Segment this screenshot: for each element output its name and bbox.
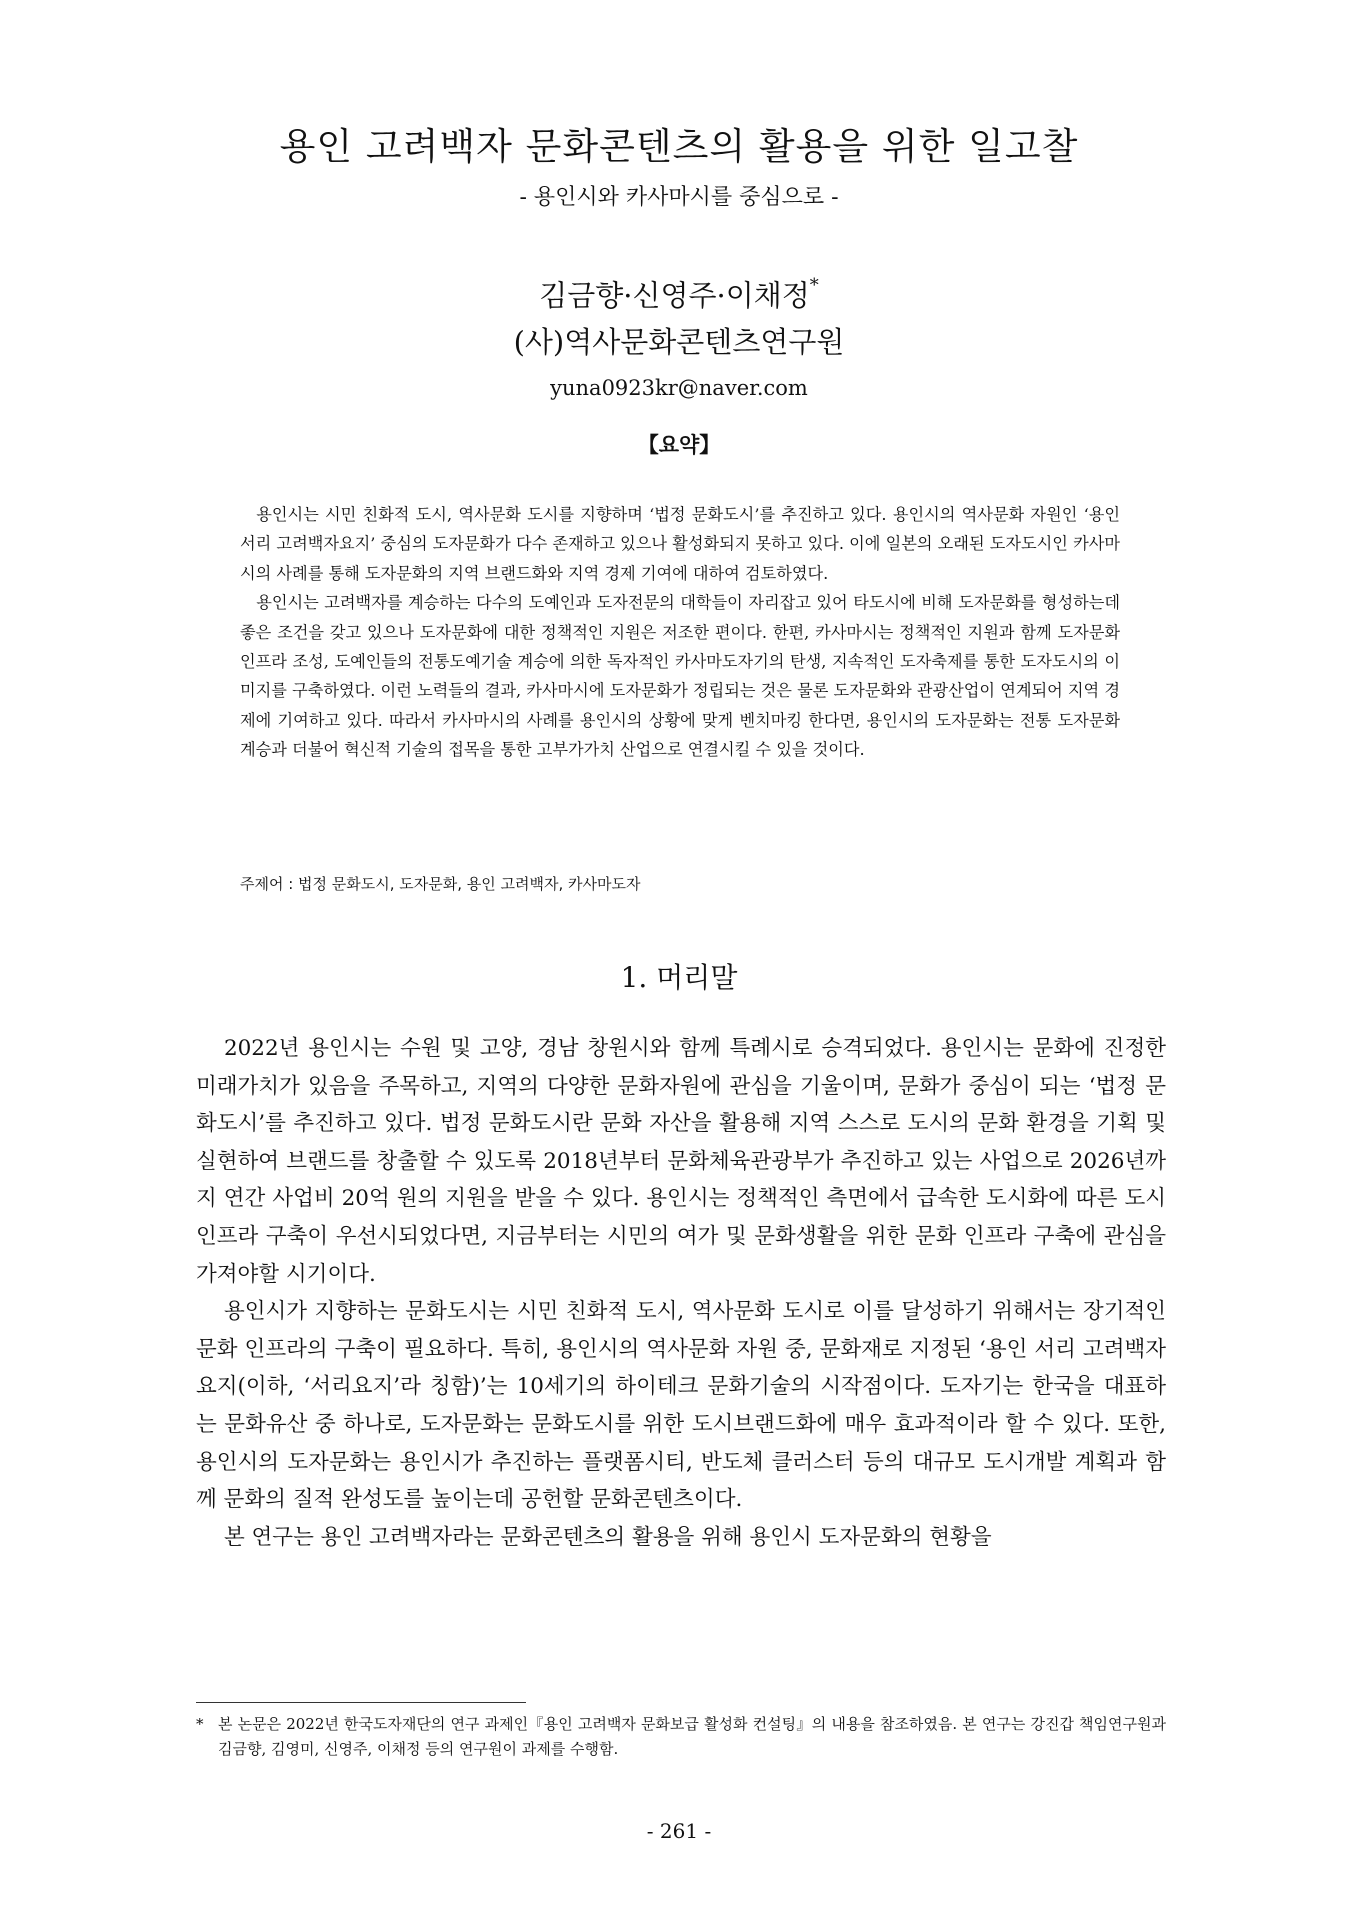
- author-affiliation: (사)역사문화콘텐츠연구원: [513, 325, 845, 359]
- section-heading: 1. 머리말: [620, 961, 738, 994]
- author-footnote-mark: *: [809, 275, 819, 296]
- abstract-paragraph: 용인시는 고려백자를 계승하는 다수의 도예인과 도자전문의 대학들이 자리잡고 있어 타도시에 비해 도자문화를 형성하는데 좋은 조건을 갖고 있으나 도자문화에 대한 정책적인 지원은 저조한 편이다. 한편, 카사마시는 정책적인 지원과 함께 도자문화 인프라 조성, 도예인들의 전통도예기술 계승에 의한 독자적인 카사마도자기의 탄생, 지속적인 도자축제를 통한 도자도시의 이미지를 구축하였다. 이런 노력들의 결과, 카사마시에 도자문화가 정립되는 것은 물론 도자문화와 관광산업이 연계되어 지역 경제에 기여하고 있다. 따라서 카사마시의 사례를 용인시의 상황에 맞게 벤치마킹 한다면, 용인시의 도자문화는 전통 도자문화 계승과 더불어 혁신적 기술의 접목을 통한 고부가가치 산업으로 연결시킬 수 있을 것이다.: [240, 593, 1120, 760]
- body-paragraph: 본 연구는 용인 고려백자라는 문화콘텐츠의 활용을 위해 용인시 도자문화의 현황을: [223, 1524, 992, 1550]
- page-number: - 261 -: [646, 1819, 712, 1843]
- author-line: [0, 270, 1358, 316]
- body-paragraph: 2022년 용인시는 수원 및 고양, 경남 창원시와 함께 특례시로 승격되었다. 용인시는 문화에 진정한 미래가치가 있음을 주목하고, 지역의 다양한 문화자원에 관심을 기울이며, 문화가 중심이 되는 ‘법정 문화도시’를 추진하고 있다. 법정 문화도시란 문화 자산을 활용해 지역 스스로 도시의 문화 환경을 기획 및 실현하여 브랜드를 창출할 수 있도록 2018년부터 문화체육관광부가 추진하고 있는 사업으로 2026년까지 연간 사업비 20억 원의 지원을 받을 수 있다. 용인시는 정책적인 측면에서 급속한 도시화에 따른 도시 인프라 구축이 우선시되었다면, 지금부터는 시민의 여가 및 문화생활을 위한 문화 인프라 구축에 관심을 가져야할 시기이다.: [196, 1036, 1166, 1287]
- keywords: 주제어 : 법정 문화도시, 도자문화, 용인 고려백자, 카사마도자: [240, 875, 641, 893]
- abstract-heading: 【요약】: [637, 433, 721, 457]
- footnote-mark: *: [196, 1715, 204, 1733]
- section-body: [196, 1030, 1166, 1556]
- body-paragraph: 용인시가 지향하는 문화도시는 시민 친화적 도시, 역사문화 도시로 이를 달성하기 위해서는 장기적인 문화 인프라의 구축이 필요하다. 특히, 용인시의 역사문화 자원 중, 문화재로 지정된 ‘용인 서리 고려백자 요지(이하, ‘서리요지’라 칭함)’는 10세기의 하이테크 문화기술의 시작점이다. 도자기는 한국을 대표하는 문화유산 중 하나로, 도자문화는 문화도시를 위한 도시브랜드화에 매우 효과적이라 할 수 있다. 또한, 용인시의 도자문화는 용인시가 추진하는 플랫폼시티, 반도체 클러스터 등의 대규모 도시개발 계획과 함께 문화의 질적 완성도를 높이는데 공헌할 문화콘텐츠이다.: [196, 1299, 1166, 1513]
- abstract-paragraph: 용인시는 시민 친화적 도시, 역사문화 도시를 지향하며 ‘법정 문화도시’를 추진하고 있다. 용인시의 역사문화 자원인 ‘용인서리 고려백자요지’ 중심의 도자문화가 다수 존재하고 있으나 활성화되지 못하고 있다. 이에 일본의 오래된 도자도시인 카사마시의 사례를 통해 도자문화의 지역 브랜드화와 지역 경제 기여에 대하여 검토하였다.: [240, 505, 1120, 583]
- paper-subtitle: - 용인시와 카사마시를 중심으로 -: [519, 185, 839, 210]
- paper-title: 용인 고려백자 문화콘텐츠의 활용을 위한 일고찰: [279, 125, 1079, 168]
- footnote-text: 본 논문은 2022년 한국도자재단의 연구 과제인『용인 고려백자 문화보급 활성화 컨설팅』의 내용을 참조하였음. 본 연구는 강진갑 책임연구원과 김금향, 김영미, 신영주, 이채정 등의 연구원이 과제를 수행함.: [218, 1715, 1166, 1758]
- author-names: 김금향·신영주·이채정: [539, 278, 810, 313]
- footnote: [196, 1712, 1166, 1762]
- footnote-divider: [196, 1702, 526, 1703]
- abstract-body: [240, 500, 1120, 765]
- author-email: yuna0923kr@naver.com: [550, 376, 808, 400]
